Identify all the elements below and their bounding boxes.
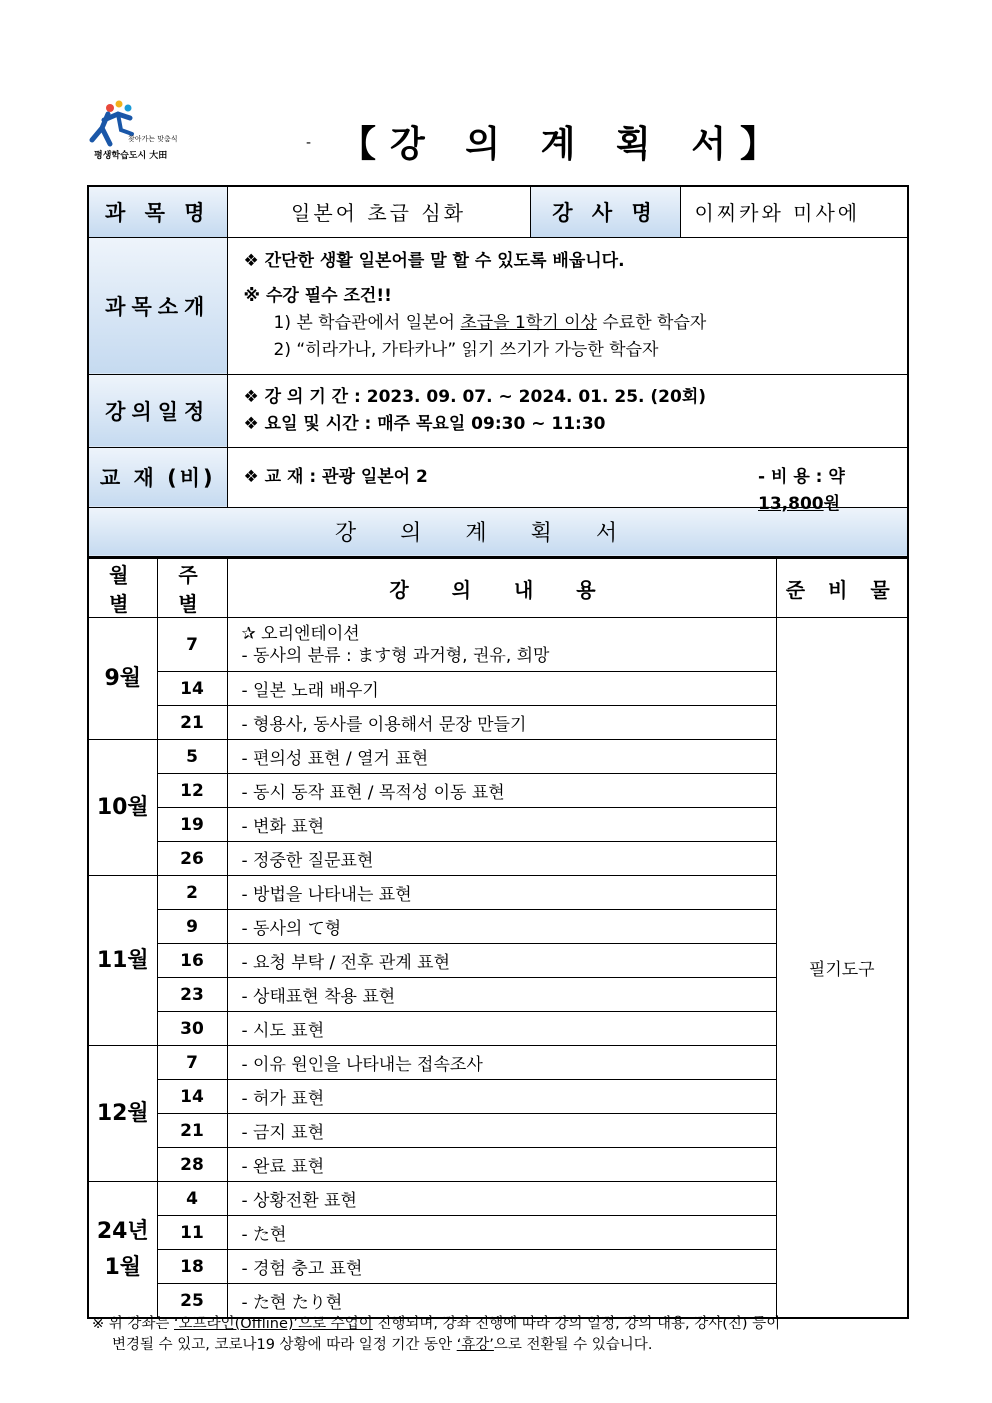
subject-label: 과 목 명 (88, 186, 227, 237)
content-cell: - 경험 충고 표현 (227, 1250, 776, 1284)
content-cell: - 허가 표현 (227, 1080, 776, 1114)
teacher-name: 이찌카와 미사에 (680, 186, 908, 237)
course-info-table (87, 185, 909, 558)
book-cell (227, 447, 908, 514)
month-cell: 24년 1월 (88, 1182, 157, 1319)
week-cell: 30 (157, 1012, 227, 1046)
week-cell: 23 (157, 978, 227, 1012)
week-cell: 7 (157, 618, 227, 672)
content-cell: ✰ 오리엔테이션 - 동사의 분류 : ます형 과거형, 권유, 희망 (227, 618, 776, 672)
week-cell: 18 (157, 1250, 227, 1284)
month-cell: 11월 (88, 876, 157, 1046)
week-cell: 5 (157, 740, 227, 774)
intro-cell (227, 237, 908, 374)
week-cell: 7 (157, 1046, 227, 1080)
schedule-period: ❖ 강 의 기 간 : 2023. 09. 07. ~ 2024. 01. 25. (20회) (243, 386, 707, 407)
week-cell: 12 (157, 774, 227, 808)
prep-cell: 필기도구 (776, 618, 908, 1319)
week-cell: 25 (157, 1284, 227, 1319)
title-dash: - (306, 135, 312, 151)
week-cell: 21 (157, 1114, 227, 1148)
schedule-time: ❖ 요일 및 시간 : 매주 목요일 09:30 ~ 11:30 (243, 413, 606, 434)
week-cell: 9 (157, 910, 227, 944)
content-cell: - 시도 표현 (227, 1012, 776, 1046)
content-cell: - 상황전환 표현 (227, 1182, 776, 1216)
content-cell: - 동시 동작 표현 / 목적성 이동 표현 (227, 774, 776, 808)
content-cell: - 금지 표현 (227, 1114, 776, 1148)
week-cell: 28 (157, 1148, 227, 1182)
content-cell: - 일본 노래 배우기 (227, 672, 776, 706)
page-title: 【강 의 계 획 서】 (340, 124, 791, 165)
intro-requirement-1: 1) 본 학습관에서 일본어 초급을 1학기 이상 수료한 학습자 (273, 312, 707, 333)
footnote-line-2: 변경될 수 있고, 코로나19 상황에 따라 일정 기간 동안 ‘휴강’으로 전환될 수 있습니다. (112, 1337, 653, 1353)
content-cell: - 변화 표현 (227, 808, 776, 842)
content-cell: - 방법을 나타내는 표현 (227, 876, 776, 910)
teacher-label: 강 사 명 (530, 186, 680, 237)
content-cell: - 이유 원인을 나타내는 접속조사 (227, 1046, 776, 1080)
month-cell: 12월 (88, 1046, 157, 1182)
lecture-plan-table (87, 557, 909, 1319)
logo-name: 평생학습도시 大田 (94, 151, 168, 161)
week-cell: 19 (157, 808, 227, 842)
week-cell: 21 (157, 706, 227, 740)
week-cell: 14 (157, 672, 227, 706)
intro-line: ❖ 간단한 생활 일본어를 말 할 수 있도록 배웁니다. (243, 250, 625, 271)
week-cell: 2 (157, 876, 227, 910)
table-row (88, 618, 908, 672)
schedule-label: 강의일정 (88, 374, 227, 447)
content-cell: - た현 たり현 (227, 1284, 776, 1319)
col-content-header: 강 의 내 용 (227, 558, 776, 618)
schedule-cell (227, 374, 908, 447)
content-cell: - た현 (227, 1216, 776, 1250)
content-cell: - 정중한 질문표현 (227, 842, 776, 876)
content-cell: - 편의성 표현 / 열거 표현 (227, 740, 776, 774)
month-cell: 9월 (88, 618, 157, 740)
week-cell: 11 (157, 1216, 227, 1250)
book-value: ❖ 교 재 : 관광 일본어 2 (243, 466, 428, 487)
content-cell: - 형용사, 동사를 이용해서 문장 만들기 (227, 706, 776, 740)
month-cell: 10월 (88, 740, 157, 876)
week-cell: 26 (157, 842, 227, 876)
content-cell: - 완료 표현 (227, 1148, 776, 1182)
intro-requirements-title: ※ 수강 필수 조건!! (243, 285, 392, 306)
intro-requirement-2: 2) “히라가나, 가타카나” 읽기 쓰기가 가능한 학습자 (273, 339, 659, 360)
footnote (92, 1314, 908, 1356)
week-cell: 16 (157, 944, 227, 978)
content-cell: - 요청 부탁 / 전후 관계 표현 (227, 944, 776, 978)
logo (88, 100, 198, 162)
content-cell: - 상태표현 착용 표현 (227, 978, 776, 1012)
content-cell: - 동사의 て형 (227, 910, 776, 944)
book-label: 교 재 (비) (88, 447, 227, 507)
intro-label: 과목소개 (88, 237, 227, 374)
col-prep-header: 준 비 물 (776, 558, 908, 618)
logo-tagline: 찾아가는 맞춤식 (128, 135, 178, 143)
plan-banner: 강의계획서 (88, 507, 908, 557)
col-week-header: 주 별 (157, 558, 227, 618)
week-cell: 14 (157, 1080, 227, 1114)
week-cell: 4 (157, 1182, 227, 1216)
subject-name: 일본어 초급 심화 (227, 186, 530, 237)
cost-value: - 비 용 : 약 13,800원 (758, 466, 845, 514)
footnote-line-1: ※ 위 강좌는 ‘오프라인(Offline)’으로 수업이 진행되며, 강좌 진행에 따라 강의 일정, 강의 내용, 강사(진) 등이 (92, 1316, 781, 1332)
col-month-header: 월 별 (88, 558, 157, 618)
